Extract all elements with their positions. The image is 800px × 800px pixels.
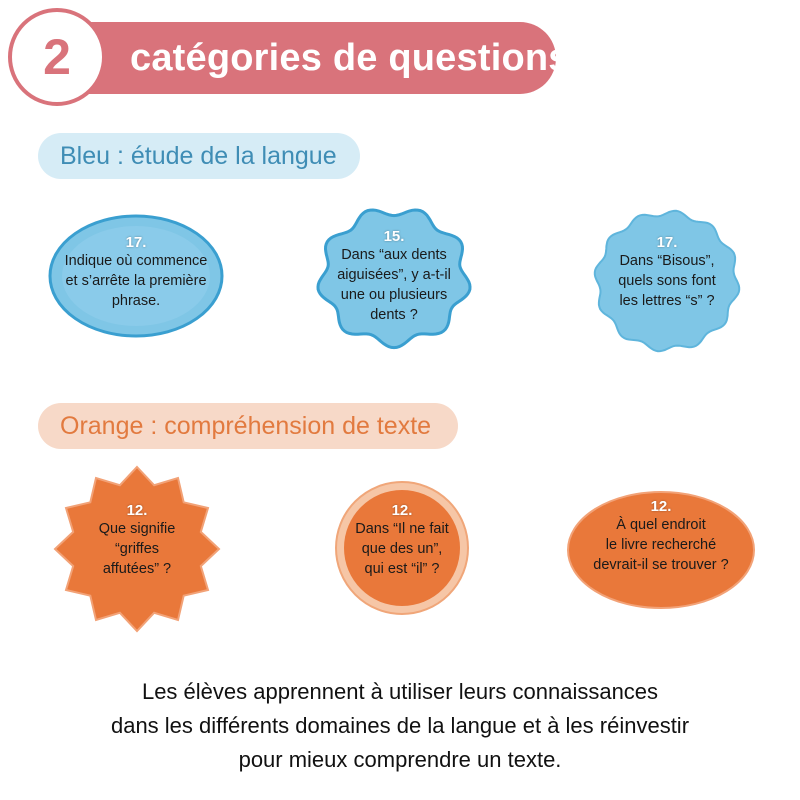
question-number: 17. (656, 234, 678, 251)
question-text-line: devrait-il se trouver ? (593, 557, 729, 573)
section-number-badge: 2 (8, 8, 106, 106)
question-text-line: “griffes (114, 541, 160, 557)
question-card-blue-2 (314, 202, 474, 352)
question-text-line: aiguisées”, y a-t-il (337, 267, 451, 283)
question-card-blue-1 (48, 214, 224, 338)
question-text-line: le livre recherché (605, 537, 717, 553)
question-text-line: dents ? (370, 307, 418, 323)
question-text-line: qui est “il” ? (364, 561, 440, 577)
question-card-blue-3 (590, 206, 744, 356)
question-text-line: Indique où commence (64, 253, 208, 269)
question-text-line: et s’arrête la première (65, 273, 207, 289)
question-number: 12. (391, 502, 413, 519)
question-text-line: Dans “Bisous”, (619, 253, 715, 269)
question-text-line: À quel endroit (616, 517, 706, 533)
footer-line: Les élèves apprennent à utiliser leurs connaissances (141, 679, 659, 704)
question-number: 17. (125, 234, 147, 251)
question-number: 15. (383, 228, 405, 245)
section-label-blue: Bleu : étude de la langue (38, 133, 360, 179)
page-title: catégories de questions (130, 37, 570, 79)
question-text-line: affutées” ? (102, 561, 172, 577)
question-text-line: Dans “Il ne fait (355, 521, 449, 537)
question-text-line: phrase. (111, 293, 161, 309)
question-text-line: quels sons font (618, 273, 716, 289)
question-number: 12. (126, 502, 148, 519)
question-card-orange-2 (334, 480, 470, 616)
question-text-line: que des un”, (361, 541, 443, 557)
question-number: 12. (650, 498, 672, 515)
question-text-line: les lettres “s” ? (619, 293, 715, 309)
question-card-orange-1 (54, 466, 220, 632)
section-label-orange: Orange : compréhension de texte (38, 403, 458, 449)
footer-line: dans les différents domaines de la langue et à les réinvestir (110, 713, 690, 738)
question-text-line: Dans “aux dents (341, 247, 447, 263)
question-card-orange-3 (566, 490, 756, 610)
footer-text (20, 675, 780, 777)
question-text-line: une ou plusieurs (340, 287, 448, 303)
question-text-line: Que signifie (98, 521, 176, 537)
footer-line: pour mieux comprendre un texte. (238, 747, 562, 772)
